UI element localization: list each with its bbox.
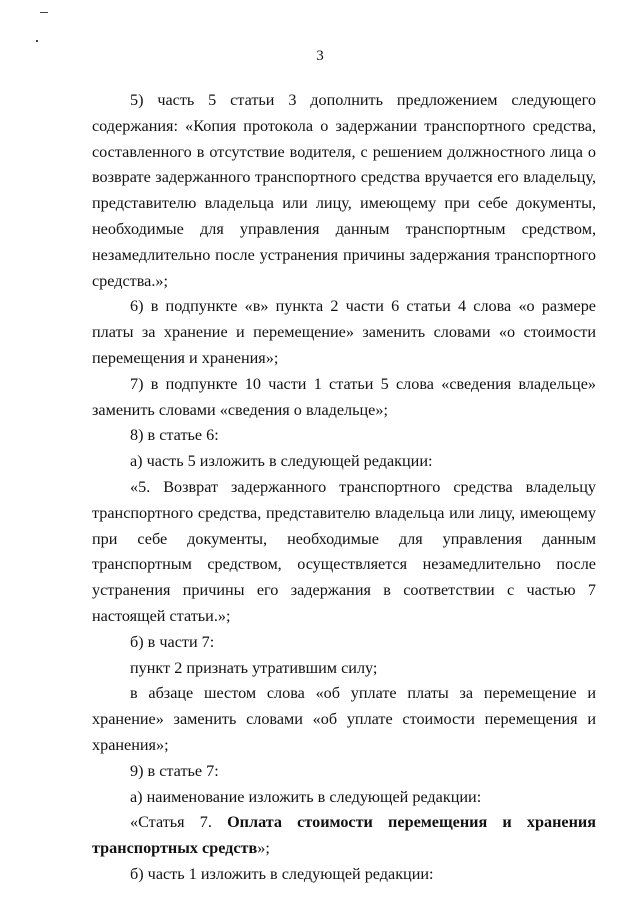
article-heading-suffix: »;: [257, 839, 270, 858]
paragraph: пункт 2 признать утратившим силу;: [130, 658, 378, 677]
paragraph: б) в части 7:: [130, 632, 215, 651]
paragraph: в абзаце шестом слова «об уплате платы за перемещение и хранение» заменить словами «об уплате стоимости перемещения и хранения»;: [92, 684, 596, 754]
paragraph: а) часть 5 изложить в следующей редакции:: [130, 452, 433, 471]
paragraph: 9) в статье 7:: [130, 761, 219, 780]
paragraph: б) часть 1 изложить в следующей редакции:: [130, 864, 434, 883]
article-heading-prefix: «Статья 7.: [130, 813, 228, 832]
paragraph: 6) в подпункте «в» пункта 2 части 6 статьи 4 слова «о размере платы за хранение и перемещение» заменить словами «о стоимости перемещения и хранения»;: [92, 297, 596, 367]
paragraph: а) наименование изложить в следующей редакции:: [130, 787, 482, 806]
article-heading-title-cont: транспортных средств: [92, 839, 258, 858]
page-number: 3: [316, 48, 324, 64]
paragraph: «5. Возврат задержанного транспортного средства владельцу транспортного средства, представителю владельца или лицу, имеющему при себе документы, необходимые для управления данным транспортным средством, осуществляется незамедлительно после устранения причины его задержания в соответствии с частью 7 настоящей статьи.»;: [92, 477, 596, 625]
paragraph: 5) часть 5 статьи 3 дополнить предложением следующего содержания: «Копия протокола о задержании транспортного средства, составленного в отсутствие водителя, с решением должностного лица о возврате задержанного транспортного средства вручается его владельцу, представителю владельца или лицу, имеющему при себе документы, необходимые для управления данным транспортным средством, незамедлительно после устранения причины задержания транспортного средства.»;: [92, 91, 596, 290]
document-body: [92, 88, 596, 888]
paragraph: 7) в подпункте 10 части 1 статьи 5 слова «сведения владельце» заменить словами «сведения о владельце»;: [92, 374, 596, 419]
article-heading-line: [92, 810, 596, 836]
scan-mark: [36, 40, 38, 42]
article-heading-line-2: [92, 836, 596, 862]
scan-mark: [40, 12, 48, 13]
article-heading-title: Оплата стоимости перемещения и хранения: [227, 813, 596, 832]
paragraph: 8) в статье 6:: [130, 426, 219, 445]
